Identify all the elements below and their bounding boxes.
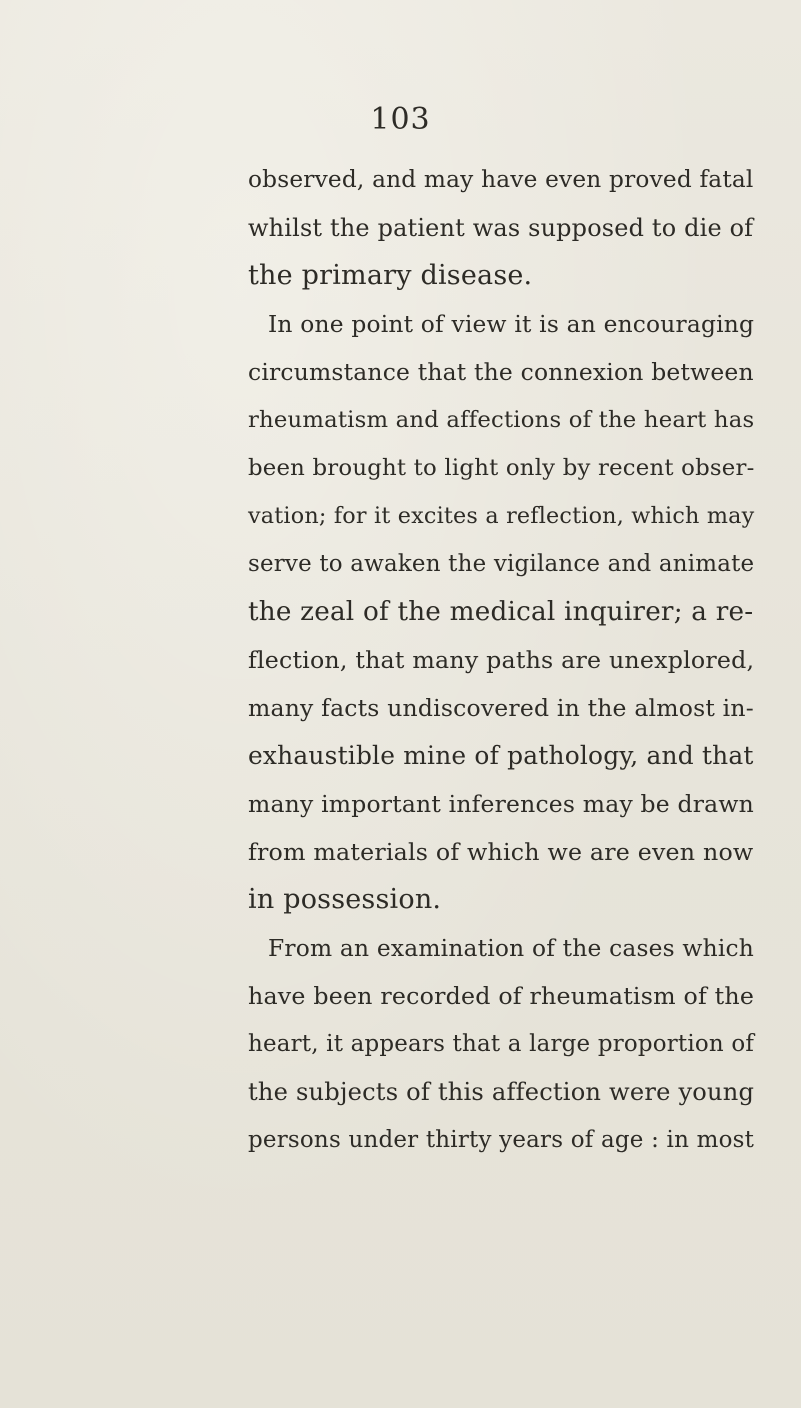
text-line: serve to awaken the vigilance and animate [248,551,755,577]
text-line: from materials of which we are even now [248,838,754,866]
text-line: in possession. [248,884,442,915]
text-line: rheumatism and affections of the heart has [248,407,755,433]
text-line: flection, that many paths are unexplored, [248,646,755,674]
text-line: the subjects of this affection were young [248,1078,755,1106]
text-line: circumstance that the connexion between [248,358,754,386]
text-line: the zeal of the medical inquirer; a re- [248,597,754,627]
text-line: many facts undiscovered in the almost in- [248,694,754,722]
text-line: persons under thirty years of age : in most [248,1127,755,1153]
text-line: From an examination of the cases which [268,934,754,962]
text-line: many important inferences may be drawn [248,790,754,818]
text-line: have been recorded of rheumatism of the [248,982,755,1010]
text-line: vation; for it excites a reflection, which may [248,503,755,529]
text-line: observed, and may have even proved fatal [248,166,754,193]
text-line: the primary disease. [248,260,533,291]
text-line: whilst the patient was supposed to die of [248,214,754,242]
text-line: In one point of view it is an encouraging [268,310,755,338]
page-number: 103 [370,102,431,137]
text-line: been brought to light only by recent obser- [248,455,755,481]
text-line: heart, it appears that a large proportion of [248,1031,755,1057]
text-line: exhaustible mine of pathology, and that [248,741,754,770]
